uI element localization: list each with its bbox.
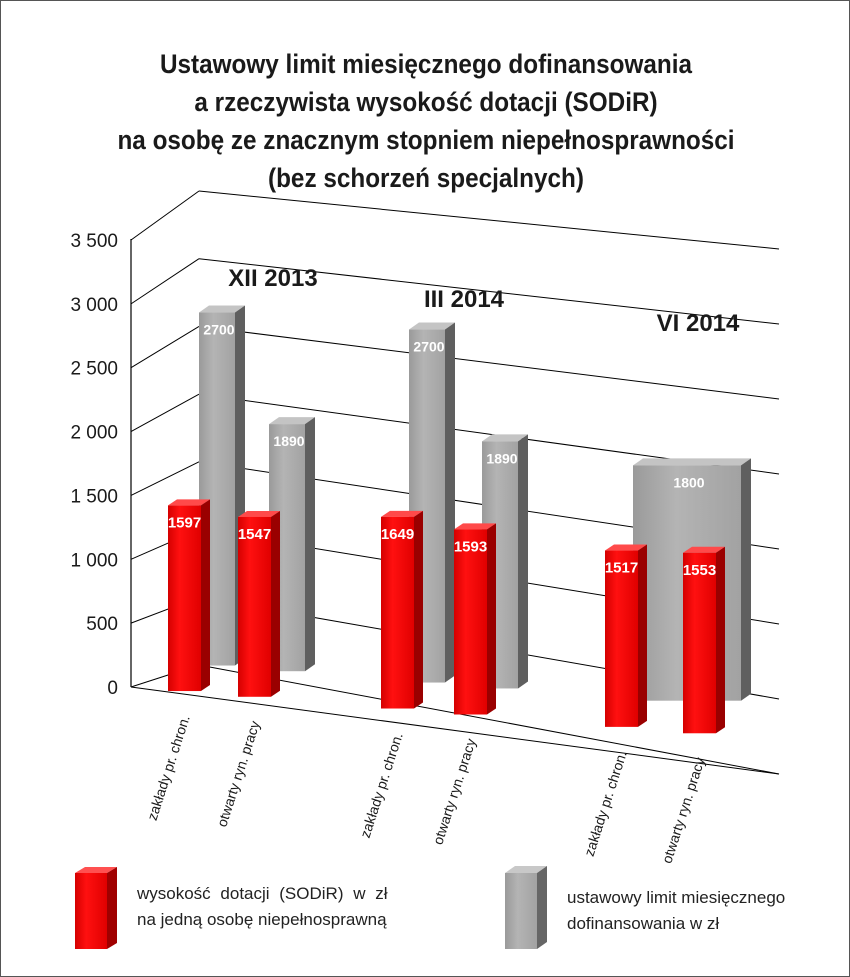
data-label: 1890 — [273, 433, 305, 450]
y-tick-label: 500 — [86, 614, 118, 636]
y-tick-label: 0 — [107, 678, 118, 699]
gridline — [199, 191, 779, 249]
bar-side — [445, 323, 455, 683]
gridline-side — [131, 191, 199, 240]
data-label: 1547 — [237, 525, 272, 543]
category-label: otwarty ryn. pracy — [658, 755, 708, 866]
bar-top — [633, 458, 751, 465]
bar-chart — [1, 1, 850, 977]
bar-side — [487, 523, 496, 714]
data-label: 1593 — [453, 538, 488, 556]
bar-side — [414, 511, 423, 709]
y-tick-label: 2 500 — [70, 358, 118, 380]
category-label: zakłady pr. chron. — [356, 730, 406, 840]
data-label: 2700 — [413, 338, 445, 355]
bar-side — [638, 545, 647, 727]
data-label: 1597 — [167, 514, 202, 532]
bar-side — [518, 434, 528, 688]
y-tick-label: 2 000 — [70, 422, 118, 444]
data-label: 1890 — [486, 450, 518, 467]
y-tick-label: 1 000 — [70, 550, 118, 572]
bar-side — [741, 458, 751, 700]
bar-front — [168, 505, 201, 691]
y-tick-label: 1 500 — [70, 486, 118, 508]
title-line: a rzeczywista wysokość dotacji (SODiR) — [194, 87, 658, 117]
bar-side — [271, 511, 280, 697]
group-label: VI 2014 — [656, 310, 740, 337]
bar-front — [454, 529, 487, 714]
data-label: 1649 — [380, 525, 415, 543]
category-label: zakłady pr. chron. — [580, 748, 630, 859]
bar-side — [305, 417, 315, 671]
gridline-side — [131, 259, 199, 304]
bar-side — [716, 547, 725, 734]
title-line: Ustawowy limit miesięcznego dofinansowania — [159, 49, 693, 79]
legend-label-actual: wysokość dotacji (SODiR) w zł na jedną osobę niepełnosprawną — [137, 884, 388, 929]
data-label: 1517 — [604, 559, 639, 577]
bar-front — [381, 517, 414, 709]
y-tick-label: 3 000 — [70, 294, 118, 316]
data-label: 2700 — [203, 321, 235, 338]
group-label: III 2014 — [423, 286, 505, 313]
bar-front — [605, 551, 638, 727]
legend-swatch-grey — [497, 861, 557, 951]
bar-front — [238, 517, 271, 697]
group-label: XII 2013 — [228, 265, 318, 292]
y-tick-label: 3 500 — [70, 231, 118, 252]
category-label: zakłady pr. chron. — [143, 713, 193, 823]
data-label: 1553 — [682, 561, 717, 579]
legend-label-limit: ustawowy limit miesięcznego dofinansowania w zł — [567, 888, 786, 933]
category-label: otwarty ryn. pracy — [429, 736, 479, 847]
y-axis — [70, 231, 131, 699]
title-line: na osobę ze znacznym stopniem niepełnosprawności — [117, 125, 735, 155]
gridline-side — [131, 462, 199, 496]
legend-swatch-red — [67, 863, 127, 953]
category-label: otwarty ryn. pracy — [213, 718, 263, 829]
bar-front — [683, 553, 716, 734]
bar-side — [201, 499, 210, 691]
data-label: 1800 — [673, 474, 705, 491]
gridline — [199, 326, 779, 399]
gridline-side — [131, 394, 199, 431]
title-line: (bez schorzeń specjalnych) — [267, 163, 584, 193]
gridline-side — [131, 326, 199, 367]
